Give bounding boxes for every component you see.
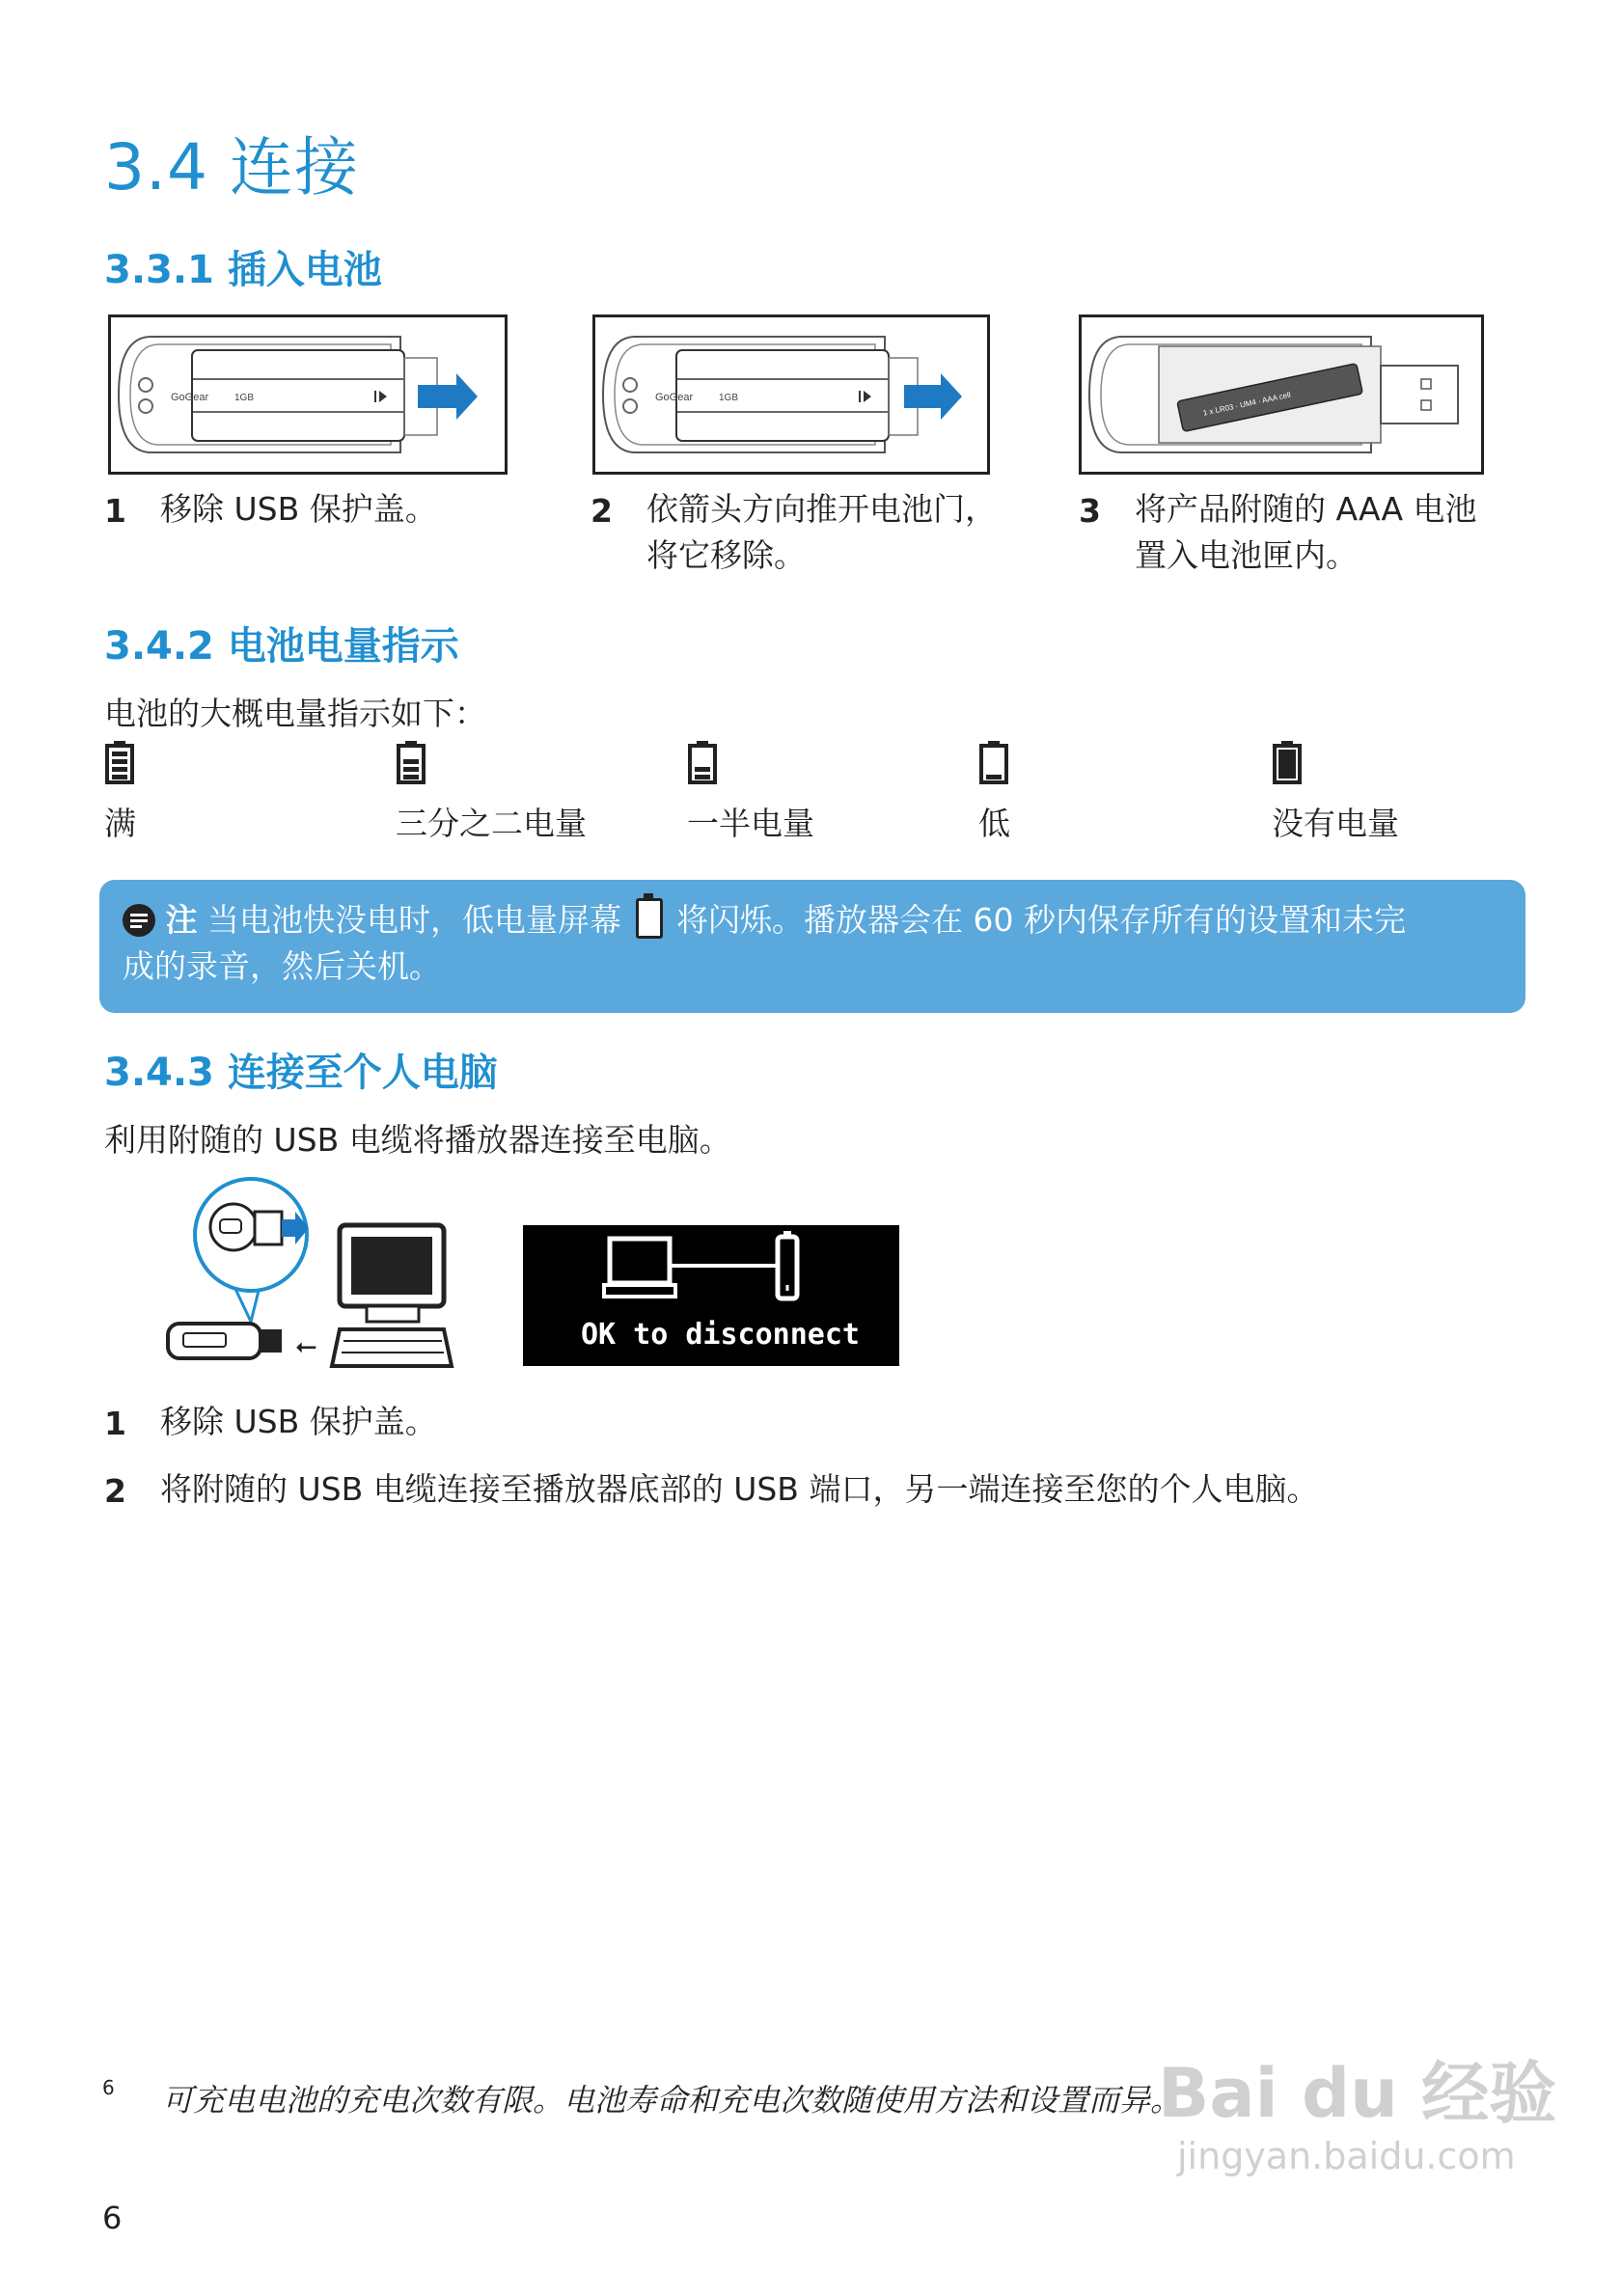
footnote-number: 6 <box>102 2076 115 2099</box>
battery-level-intro: 电池的大概电量指示如下： <box>104 695 486 732</box>
note-text-after: 将闪烁。播放器会在 60 秒内保存所有的设置和未完 <box>676 901 1406 939</box>
step-text-line1: 依箭头方向推开电池门， <box>646 490 997 528</box>
battery-segment <box>112 767 127 772</box>
battery-segment <box>403 775 419 779</box>
push-arrow-icon <box>904 373 962 420</box>
step-number: 1 <box>104 492 126 530</box>
battery-empty-icon <box>1272 739 1303 789</box>
heading-insert-battery: 3.3.1 插入电池 <box>104 248 382 292</box>
battery-level-label: 满 <box>104 805 136 842</box>
device-capacity: 1GB <box>719 393 739 403</box>
note-text <box>123 897 1512 990</box>
step-text-line2: 置入电池匣内。 <box>1135 536 1358 574</box>
disconnect-screen <box>523 1225 899 1366</box>
device-capacity: 1GB <box>234 393 255 403</box>
battery-level-label: 一半电量 <box>687 805 814 842</box>
disconnect-screen-text: OK to disconnect <box>581 1318 860 1352</box>
battery-level-label: 低 <box>978 805 1010 842</box>
device-image-insert-battery <box>1079 314 1484 475</box>
usb-connection-illustration <box>154 1177 463 1380</box>
step-text: 移除 USB 保护盖。 <box>160 490 437 528</box>
watermark-line2: jingyan.baidu.com <box>1177 2135 1516 2177</box>
device-image-push-door <box>592 314 990 475</box>
heading-connect-pc: 3.4.3 连接至个人电脑 <box>104 1051 498 1095</box>
watermark-line1: Bai du 经验 <box>1158 2054 1557 2133</box>
note-icon <box>123 904 155 937</box>
step-text-line2: 将它移除。 <box>646 536 806 574</box>
battery-segment <box>695 775 710 779</box>
device-brand: GoGear <box>171 392 209 403</box>
battery-low-icon <box>978 739 1009 789</box>
step-number: 1 <box>104 1405 126 1442</box>
note-label: 注 <box>165 901 198 939</box>
battery-segment <box>112 759 127 764</box>
footnote-text: 可充电电池的充电次数有限。电池寿命和充电次数随使用方法和设置而异。 <box>162 2082 1182 2118</box>
battery-segment <box>112 752 127 756</box>
note-text-line2: 成的录音，然后关机。 <box>123 947 441 985</box>
step-text: 移除 USB 保护盖。 <box>160 1403 437 1440</box>
baidu-watermark <box>1158 2055 1556 2180</box>
battery-segment <box>986 775 1002 779</box>
step-number: 3 <box>1079 492 1101 530</box>
device-image-remove-cap <box>108 314 508 475</box>
step-text: 将附随的 USB 电缆连接至播放器底部的 USB 端口，另一端连接至您的个人电脑。 <box>160 1470 1319 1508</box>
battery-two-thirds-icon <box>396 739 426 789</box>
battery-half-icon <box>687 739 718 789</box>
step-number: 2 <box>104 1472 126 1510</box>
battery-segment <box>695 767 710 772</box>
connect-pc-intro: 利用附随的 USB 电缆将播放器连接至电脑。 <box>104 1121 731 1159</box>
battery-full-icon <box>104 739 135 789</box>
low-battery-icon <box>636 898 663 939</box>
battery-spec-label: 1 x LR03 · UM4 · AAA cell <box>1202 390 1292 418</box>
heading-battery-level: 3.4.2 电池电量指示 <box>104 624 459 669</box>
device-brand: GoGear <box>655 392 694 403</box>
step-text-line1: 将产品附随的 AAA 电池 <box>1135 490 1477 528</box>
usb-symbol-icon: ⭠ <box>295 1329 317 1361</box>
battery-level-label: 没有电量 <box>1272 805 1399 842</box>
note-text-before: 当电池快没电时，低电量屏幕 <box>207 901 621 939</box>
push-arrow-icon <box>418 373 478 420</box>
battery-segment <box>403 759 419 764</box>
step-number: 2 <box>591 492 613 530</box>
page-number: 6 <box>102 2200 123 2236</box>
battery-segment <box>112 775 127 779</box>
battery-segment <box>403 767 419 772</box>
section-title: 3.4 连接 <box>104 130 359 205</box>
battery-level-label: 三分之二电量 <box>396 805 587 842</box>
